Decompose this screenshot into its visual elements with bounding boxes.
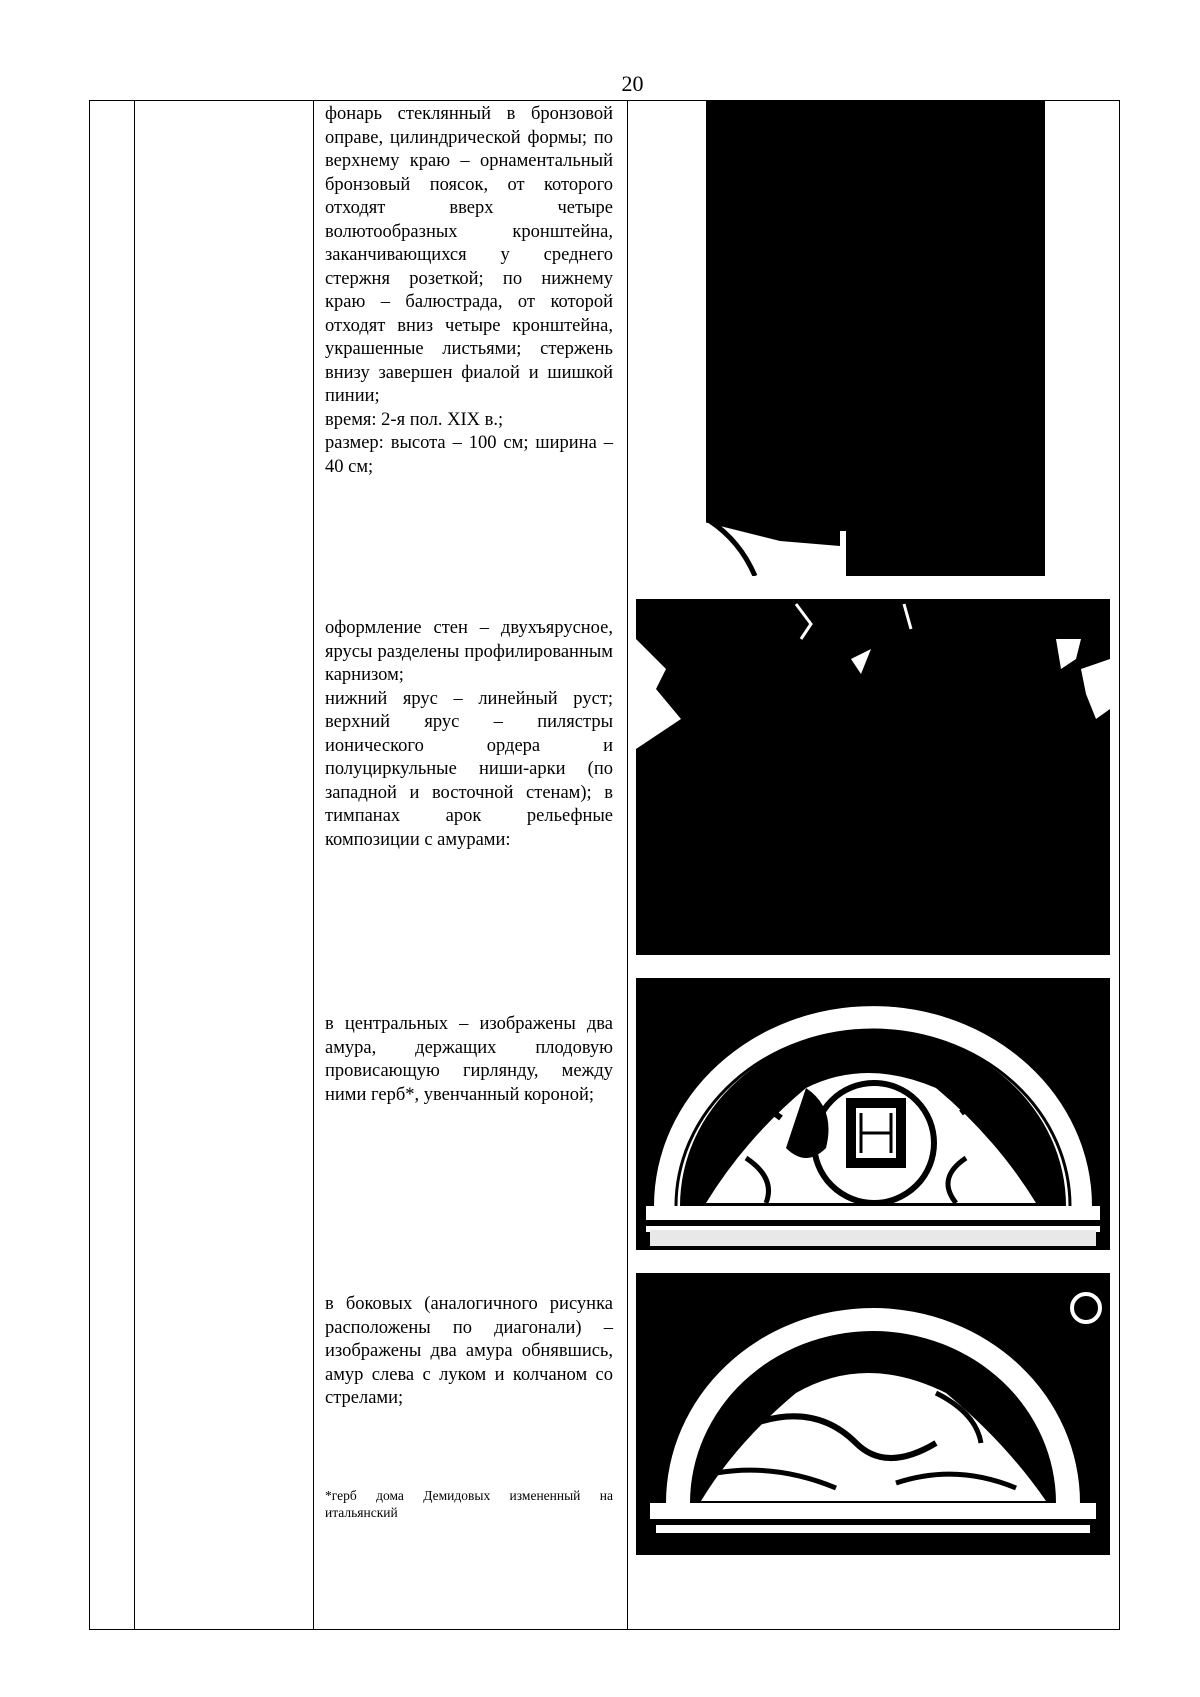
- description-walls: [325, 617, 613, 852]
- description-date: время: 2-я пол. XIX в.;: [325, 409, 504, 430]
- description-central-tympanum: [325, 1013, 613, 1107]
- column-divider: [313, 101, 314, 1629]
- page-number: 20: [621, 71, 644, 96]
- description-text: нижний ярус – линейный руст; верхний ярус – пилястры ионического ордера и полуциркульные ниши-арки (по западной и восточной стенам); в тимпанах арок рельефные композиции с амурами:: [325, 688, 613, 850]
- column-divider: [134, 101, 135, 1629]
- description-size: размер: высота – 100 см; ширина – 40 см;: [325, 433, 613, 477]
- description-text: в центральных – изображены два амура, держащих плодовую провисающую гирлянду, между ними герб*, увенчанный короной;: [325, 1014, 613, 1105]
- description-text: в боковых (аналогичного рисунка расположены по диагонали) – изображены два амура обнявшись, амур слева с луком и колчаном со стрелами;: [325, 1294, 613, 1408]
- column-divider: [627, 101, 628, 1629]
- footnote: *герб дома Демидовых измененный на итальянский: [325, 1488, 613, 1520]
- description-side-tympanum: [325, 1293, 613, 1411]
- tympanum-side-relief-photo: [636, 1273, 1110, 1555]
- tympanum-central-relief-photo: [636, 978, 1110, 1250]
- lantern-photo: [700, 101, 1045, 576]
- description-text: фонарь стеклянный в бронзовой оправе, цилиндрической формы; по верхнему краю – орнаментальный бронзовый поясок, от которого отходят вверх четыре волютообразных кронштейна, заканчивающихся у среднего стержня розеткой; по нижнему краю – балюстрада, от которой отходят вниз четыре кронштейна, украшенные листьями; стержень внизу завершен фиалой и шишкой пинии;: [325, 104, 613, 406]
- wall-decoration-photo: [636, 599, 1110, 955]
- description-lantern: [325, 103, 613, 479]
- description-text: оформление стен – двухъярусное, ярусы разделены профилированным карнизом;: [325, 618, 613, 685]
